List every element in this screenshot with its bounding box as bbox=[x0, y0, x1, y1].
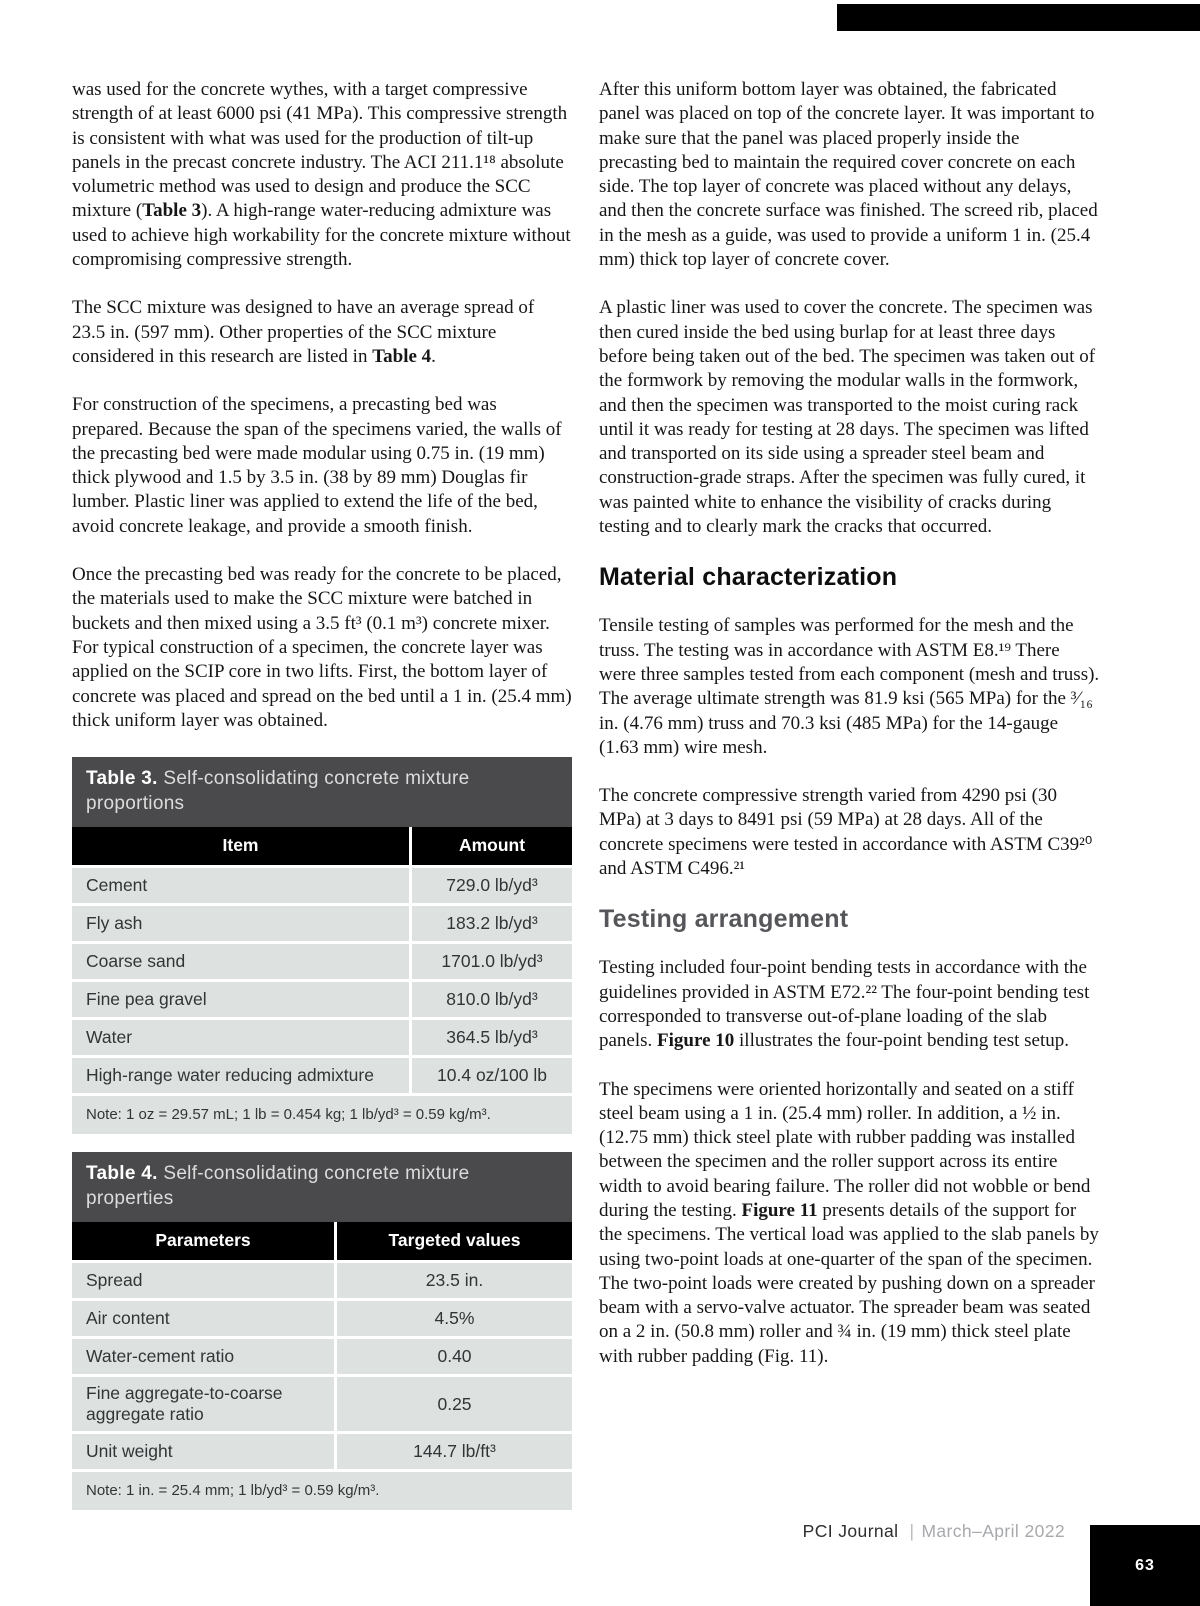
table-cell-label: Water-cement ratio bbox=[72, 1339, 337, 1374]
paragraph: The concrete compressive strength varied from 4290 psi (30 MPa) at 3 days to 8491 psi (59 MPa) at 28 days. All of the concrete specimens were tested in accordance with ASTM C39²⁰ and ASTM C496.²¹ bbox=[599, 785, 1093, 880]
paragraph: Tensile testing of samples was performed for the mesh and the truss. The testing was in accordance with ASTM E8.¹⁹ There were three samples tested from each component (mesh and truss). The average ultimate strength was 81.9 ksi (565 MPa) for the ³⁄₁₆ in. (4.76 mm) truss and 70.3 ksi (485 MPa) for the 14-gauge (1.63 mm) wire mesh. bbox=[599, 615, 1100, 758]
table-3-header-item: Item bbox=[72, 827, 412, 865]
footer-journal-name: PCI Journal bbox=[802, 1521, 899, 1541]
paragraph: Testing included four-point bending tests in accordance with the guidelines provided in ASTM E72.²² The four-point bending test corresponded to transverse out-of-plane loading of the slab panels. Figure 10 illustrates the four-point bending test setup. bbox=[599, 957, 1090, 1052]
table-3-header-row bbox=[72, 827, 572, 865]
footer bbox=[803, 1521, 1065, 1542]
table-cell-label: Water bbox=[72, 1020, 412, 1055]
page-number: 63 bbox=[1135, 1556, 1155, 1574]
table-cell-value: 1701.0 lb/yd³ bbox=[412, 944, 572, 979]
table-cell-label: Fly ash bbox=[72, 906, 412, 941]
table-cell-value: 0.40 bbox=[337, 1339, 572, 1374]
table-row bbox=[72, 1301, 572, 1336]
table-row bbox=[72, 982, 572, 1017]
paragraph: A plastic liner was used to cover the concrete. The specimen was then cured inside the bed using burlap for at least three days before being taken out of the bed. The specimen was taken out of the formwork by removing the modular walls in the formwork, and then the specimen was transported to the moist curing rack until it was ready for testing at 28 days. The specimen was lifted and transported on its side using a spreader steel beam and construction-grade straps. After the specimen was fully cured, it was painted white to enhance the visibility of cracks during testing and to clearly mark the cracks that occurred. bbox=[599, 297, 1096, 538]
top-accent-bar bbox=[837, 4, 1200, 31]
table-3 bbox=[72, 757, 572, 1134]
table-3-label: Table 3. bbox=[86, 768, 158, 790]
table-cell-value: 364.5 lb/yd³ bbox=[412, 1020, 572, 1055]
table-row bbox=[72, 1263, 572, 1298]
table-cell-value: 23.5 in. bbox=[337, 1263, 572, 1298]
table-cell-label: Spread bbox=[72, 1263, 337, 1298]
paragraph: The SCC mixture was designed to have an average spread of 23.5 in. (597 mm). Other properties of the SCC mixture considered in this research are listed in Table 4. bbox=[72, 297, 535, 367]
paragraph: The specimens were oriented horizontally and seated on a stiff steel beam using a 1 in. (25.4 mm) roller. In addition, a ½ in. (12.75 mm) thick steel plate with rubber padding was installed between the specimen and the roller support across its entire width to avoid bearing failure. The roller did not wobble or bend during the testing. Figure 11 presents details of the support for the specimens. The vertical load was applied to the slab panels by using two-point loads at one-quarter of the span of the specimen. The two-point loads were created by pushing down on a spreader beam with a servo-valve actuator. The spreader beam was seated on a 2 in. (50.8 mm) roller and ¾ in. (19 mm) thick steel plate with rubber padding (Fig. 11). bbox=[599, 1078, 1099, 1367]
table-3-body bbox=[72, 868, 572, 1093]
table-cell-label: Fine aggregate-to-coarse aggregate ratio bbox=[72, 1377, 337, 1431]
table-row bbox=[72, 906, 572, 941]
table-cell-value: 729.0 lb/yd³ bbox=[412, 868, 572, 903]
table-row bbox=[72, 1377, 572, 1431]
table-4-caption: Self-consolidating concrete mixture properties bbox=[86, 1163, 470, 1210]
table-4-label: Table 4. bbox=[86, 1163, 158, 1185]
page-number-box bbox=[1090, 1525, 1200, 1606]
footer-issue: March–April 2022 bbox=[921, 1521, 1065, 1541]
table-row bbox=[72, 1434, 572, 1469]
table-4-header-row bbox=[72, 1222, 572, 1260]
table-4-header-values: Targeted values bbox=[388, 1230, 521, 1251]
table-cell-label: Fine pea gravel bbox=[72, 982, 412, 1017]
table-cell-label: Coarse sand bbox=[72, 944, 412, 979]
table-4 bbox=[72, 1152, 572, 1510]
paragraph: was used for the concrete wythes, with a target compressive strength of at least 6000 psi (41 MPa). This compressive strength is consistent with what was used for the production of tilt-up panels in the precast concrete industry. The ACI 211.1¹⁸ absolute volumetric method was used to design and produce the SCC mixture (Table 3). A high-range water-reducing admixture was used to achieve high workability for the concrete mixture without compromising compressive strength. bbox=[72, 79, 571, 271]
table-cell-value: 4.5% bbox=[337, 1301, 572, 1336]
table-row bbox=[72, 944, 572, 979]
table-4-title bbox=[72, 1152, 572, 1222]
left-column bbox=[72, 78, 572, 1510]
table-cell-value: 183.2 lb/yd³ bbox=[412, 906, 572, 941]
table-3-header-amount: Amount bbox=[458, 835, 526, 856]
table-4-header-parameters: Parameters bbox=[72, 1222, 337, 1260]
paragraph: After this uniform bottom layer was obtained, the fabricated panel was placed on top of the concrete layer. It was important to make sure that the panel was placed properly inside the precasting bed to maintain the required cover concrete on each side. The top layer of concrete was placed without any delays, and then the concrete surface was finished. The screed rib, placed in the mesh as a guide, was used to provide a uniform 1 in. (25.4 mm) thick top layer of concrete cover. bbox=[599, 79, 1098, 271]
footer-separator: | bbox=[909, 1521, 915, 1541]
table-4-note: Note: 1 in. = 25.4 mm; 1 lb/yd³ = 0.59 kg/m³. bbox=[72, 1472, 572, 1510]
table-cell-value: 10.4 oz/100 lb bbox=[412, 1058, 572, 1093]
section-heading-material-characterization: Material characterization bbox=[599, 563, 898, 592]
table-cell-label: Air content bbox=[72, 1301, 337, 1336]
table-row bbox=[72, 868, 572, 903]
table-3-title bbox=[72, 757, 572, 827]
table-cell-label: High-range water reducing admixture bbox=[72, 1058, 412, 1093]
table-4-body bbox=[72, 1263, 572, 1469]
table-3-note: Note: 1 oz = 29.57 mL; 1 lb = 0.454 kg; 1 lb/yd³ = 0.59 kg/m³. bbox=[72, 1096, 572, 1134]
table-row bbox=[72, 1058, 572, 1093]
table-cell-label: Cement bbox=[72, 868, 412, 903]
table-row bbox=[72, 1020, 572, 1055]
table-cell-value: 144.7 lb/ft³ bbox=[337, 1434, 572, 1469]
table-3-caption: Self-consolidating concrete mixture proportions bbox=[86, 768, 470, 815]
table-row bbox=[72, 1339, 572, 1374]
paragraph: Once the precasting bed was ready for the concrete to be placed, the materials used to make the SCC mixture were batched in buckets and then mixed using a 3.5 ft³ (0.1 m³) concrete mixer. For typical construction of a specimen, the concrete layer was applied on the SCIP core in two lifts. First, the bottom layer of concrete was placed and spread on the bed until a 1 in. (25.4 mm) thick uniform layer was obtained. bbox=[72, 564, 572, 731]
paragraph: For construction of the specimens, a precasting bed was prepared. Because the span of the specimens varied, the walls of the precasting bed were made modular using 0.75 in. (19 mm) thick plywood and 1.5 by 3.5 in. (38 by 89 mm) Douglas fir lumber. Plastic liner was applied to extend the life of the bed, avoid concrete leakage, and provide a smooth finish. bbox=[72, 394, 562, 537]
right-column bbox=[599, 78, 1101, 1393]
table-cell-value: 0.25 bbox=[337, 1377, 572, 1431]
table-cell-value: 810.0 lb/yd³ bbox=[412, 982, 572, 1017]
table-cell-label: Unit weight bbox=[72, 1434, 337, 1469]
section-heading-testing-arrangement: Testing arrangement bbox=[599, 905, 849, 934]
